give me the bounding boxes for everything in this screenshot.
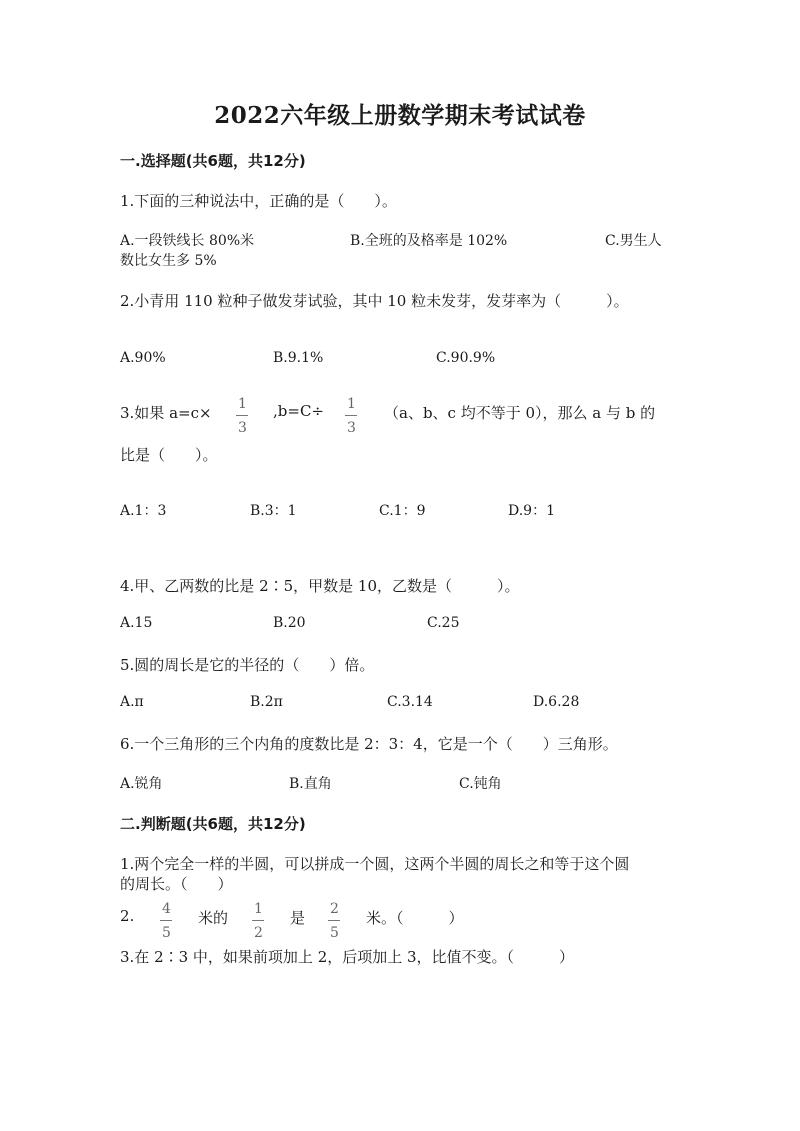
q3-fraction-2 (345, 397, 358, 435)
judge-2-prefix: 2. (120, 907, 135, 925)
q1-option-b: B.全班的及格率是 102% (350, 233, 508, 249)
question-4-text: 4.甲、乙两数的比是 2∶5，甲数是 10，乙数是（ ）。 (120, 577, 520, 595)
question-1-text: 1.下面的三种说法中，正确的是（ ）。 (120, 192, 397, 210)
question-3-text-mid: ,b=C÷ (273, 402, 324, 420)
judge-1-line1: 1.两个完全一样的半圆，可以拼成一个圆，这两个半圆的周长之和等于这个圆 (120, 855, 630, 873)
judge-2-fraction-3-denominator: 5 (330, 925, 339, 941)
question-3-text-line2: 比是（ ）。 (120, 446, 218, 464)
section-heading-judge: 二.判断题(共6题，共12分) (120, 815, 306, 833)
section-heading-choice: 一.选择题(共6题，共12分) (120, 152, 306, 170)
q1-option-c: C.男生人 (605, 233, 662, 249)
q5-option-c: C.3.14 (387, 694, 433, 710)
judge-2-fraction-1-numerator: 4 (162, 901, 171, 917)
judge-2-text-2: 是 (290, 909, 306, 927)
judge-2-fraction-1 (160, 902, 173, 940)
question-3-text-start: 3.如果 a=c× (120, 404, 212, 422)
q4-option-b: B.20 (273, 615, 306, 631)
judge-2-text-1: 米的 (198, 909, 229, 927)
question-2-text: 2.小青用 110 粒种子做发芽试验，其中 10 粒未发芽，发芽率为（ ）。 (120, 292, 629, 310)
q4-option-c: C.25 (427, 615, 460, 631)
q1-option-a: A.一段铁线长 80%米 (120, 233, 255, 249)
judge-1-line2: 的周长。（ ） (120, 875, 233, 893)
judge-2-text-3: 米。（ ） (366, 909, 464, 927)
q3-fraction-1-numerator: 1 (238, 396, 247, 412)
question-6-text: 6.一个三角形的三个内角的度数比是 2：3：4，它是一个（ ）三角形。 (120, 735, 618, 753)
q3-fraction-2-numerator: 1 (347, 396, 356, 412)
q4-option-a: A.15 (120, 615, 153, 631)
q3-fraction-1-denominator: 3 (238, 420, 247, 436)
judge-3-text: 3.在 2∶3 中，如果前项加上 2，后项加上 3，比值不变。（ ） (120, 948, 575, 966)
q3-fraction-2-denominator: 3 (347, 420, 356, 436)
q6-option-a: A.锐角 (120, 776, 163, 792)
q2-option-c: C.90.9% (436, 350, 496, 366)
question-3-text-end: （a、b、c 均不等于 0），那么 a 与 b 的 (384, 404, 656, 422)
q3-fraction-1 (236, 397, 249, 435)
fraction-bar (328, 920, 340, 921)
fraction-bar (160, 920, 172, 921)
judge-2-fraction-3 (328, 902, 341, 940)
q3-option-a: A.1：3 (120, 503, 167, 519)
q5-option-d: D.6.28 (533, 694, 580, 710)
judge-2-fraction-2 (252, 902, 265, 940)
q3-option-d: D.9：1 (508, 503, 555, 519)
q5-option-a: A.π (120, 694, 144, 710)
fraction-bar (236, 415, 248, 416)
judge-2-fraction-2-numerator: 1 (254, 901, 263, 917)
question-5-text: 5.圆的周长是它的半径的（ ）倍。 (120, 656, 375, 674)
q1-option-c-continued: 数比女生多 5% (120, 253, 217, 269)
fraction-bar (252, 920, 264, 921)
judge-2-fraction-3-numerator: 2 (330, 901, 339, 917)
fraction-bar (345, 415, 357, 416)
page-title: 2022六年级上册数学期末考试试卷 (214, 102, 586, 129)
judge-2-fraction-1-denominator: 5 (162, 925, 171, 941)
q6-option-c: C.钝角 (459, 776, 502, 792)
q5-option-b: B.2π (250, 694, 283, 710)
judge-2-fraction-2-denominator: 2 (254, 925, 263, 941)
q3-option-b: B.3：1 (250, 503, 297, 519)
q2-option-a: A.90% (120, 350, 166, 366)
q6-option-b: B.直角 (289, 776, 332, 792)
q2-option-b: B.9.1% (273, 350, 324, 366)
q3-option-c: C.1：9 (379, 503, 426, 519)
